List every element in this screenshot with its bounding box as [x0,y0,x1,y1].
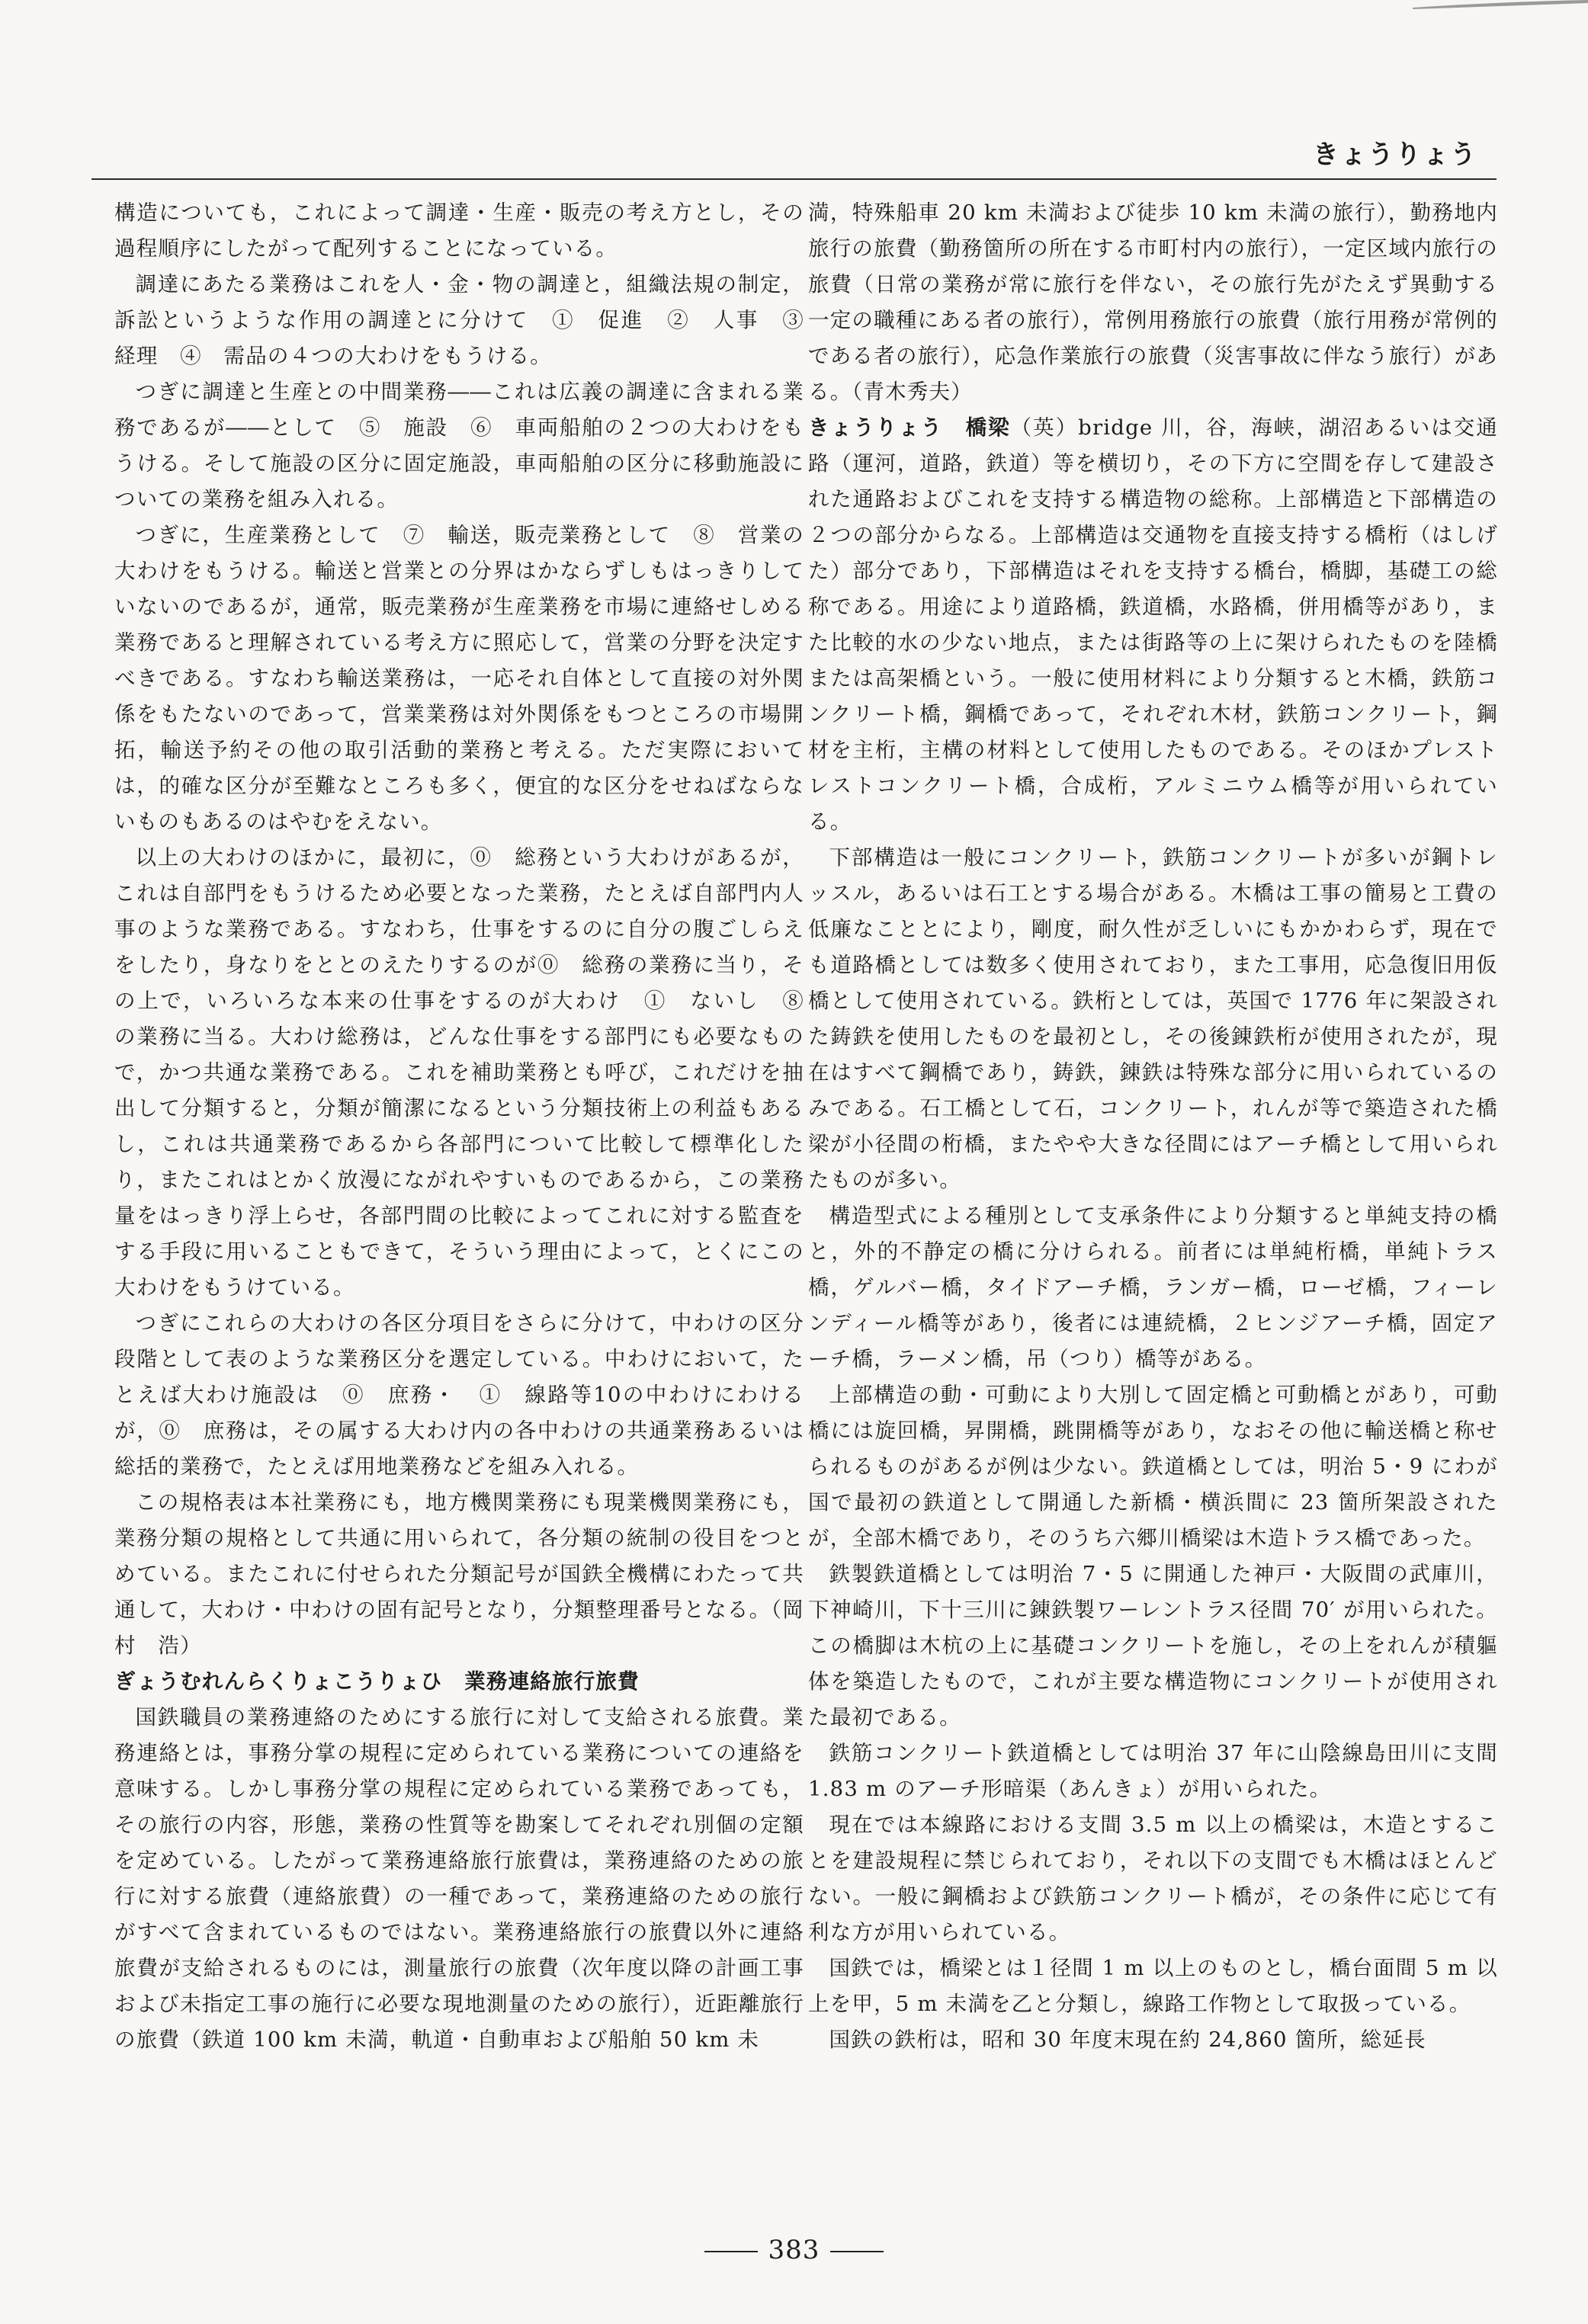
paragraph: 上部構造の動・可動により大別して固定橋と可動橋とがあり，可動橋には旋回橋，昇開橋，跳開橋等があり，なおその他に輸送橋と称せられるものがあるが例は少ない。鉄道橋としては，明治 5・9 にわが国で最初の鉄道として開通した新橋・横浜間に 23 箇所架設されたが，全部木橋であり，そのうち六郷川橋梁は木造トラス橋であった。 [808,1383,1498,1550]
page-number-dash-left [704,2251,758,2252]
paragraph: 国鉄では，橋梁とは１径間 1 m 以上のものとし，橋台面間 5 m 以上を甲，5 m 未満を乙と分類し，線路工作物として取扱っている。 [808,1956,1498,2016]
entry-headword: ぎょうむれんらくりょこうりょひ 業務連絡旅行旅費 [114,1669,640,1694]
header-rule [91,178,1497,180]
page-number-dash-right [830,2251,884,2252]
paragraph: 構造型式による種別として支承条件により分類すると単純支持の橋と，外的不静定の橋に分けられる。前者には単純桁橋，単純トラス橋，ゲルバー橋，タイドアーチ橋，ランガー橋，ローゼ橋，フィーレンディール橋等があり，後者には連続橋，２ヒンジアーチ橋，固定アーチ橋，ラーメン橋，吊（つり）橋等がある。 [808,1204,1498,1371]
paragraph: 満，特殊船車 20 km 未満および徒歩 10 km 未満の旅行），勤務地内旅行の旅費（勤務箇所の所在する市町村内の旅行），一定区域内旅行の旅費（日常の業務が常に旅行を伴ない，その旅行先がたえず異動する一定の職種にある者の旅行），常例用務旅行の旅費（旅行用務が常例的である者の旅行），応急作業旅行の旅費（災害事故に伴なう旅行）がある。（青木秀夫） [808,200,1498,404]
paragraph: 現在では本線路における支間 3.5 m 以上の橋梁は，木造とすることを建設規程に禁じられており，それ以下の支間でも木橋はほとんどない。一般に鋼橋および鉄筋コンクリート橋が，その条件に応じて有利な方が用いられている。 [808,1813,1498,1944]
page-number [0,2235,1588,2265]
paragraph: 構造についても，これによって調達・生産・販売の考え方とし，その過程順序にしたがって配列することになっている。 [114,200,804,261]
entry-headword: きょうりょう 橋梁 [808,415,1011,440]
left-column [114,195,804,2172]
paragraph: つぎに，生産業務として ⑦ 輸送，販売業務として ⑧ 営業の大わけをもうける。輸送と営業との分界はかならずしもはっきりしていないのであるが，通常，販売業務が生産業務を市場に連絡せしめる業務であると理解されている考え方に照応して，営業の分野を決定すべきである。すなわち輸送業務は，一応それ自体として直接の対外関係をもたないのであって，営業業務は対外関係をもつところの市場開拓，輸送予約その他の取引活動的業務と考える。ただ実際においては，的確な区分が至難なところも多く，便宜的な区分をせねばならないものもあるのはやむをえない。 [114,523,804,834]
paragraph: 以上の大わけのほかに，最初に，⓪ 総務という大わけがあるが，これは自部門をもうけるため必要となった業務，たとえば自部門内人事のような業務である。すなわち，仕事をするのに自分の腹ごしらえをしたり，身なりをととのえたりするのが⓪ 総務の業務に当り，その上で，いろいろな本来の仕事をするのが大わけ ① ないし ⑧ の業務に当る。大わけ総務は，どんな仕事をする部門にも必要なもので，かつ共通な業務である。これを補助業務とも呼び，これだけを抽出して分類すると，分類が簡潔になるという分類技術上の利益もあるし，これは共通業務であるから各部門について比較して標準化したり，またこれはとかく放漫にながれやすいものであるから，この業務量をはっきり浮上らせ，各部門間の比較によってこれに対する監査をする手段に用いることもできて，そういう理由によって，とくにこの大わけをもうけている。 [114,845,804,1300]
scan-edge-mark [1413,0,1588,11]
page-number-text: 383 [768,2235,820,2265]
entry-kyoryo [808,410,1498,840]
paragraph: つぎに調達と生産との中間業務――これは広義の調達に含まれる業務であるが――として ⑤ 施設 ⑥ 車両船舶の２つの大わけをもうける。そして施設の区分に固定施設，車両船舶の区分に移動施設についての業務を組み入れる。 [114,380,804,511]
right-column [808,195,1498,2172]
paragraph: 下部構造は一般にコンクリート，鉄筋コンクリートが多いが鋼トレッスル，あるいは石工とする場合がある。木橋は工事の簡易と工費の低廉なこととにより，剛度，耐久性が乏しいにもかかわらず，現在でも道路橋としては数多く使用されており，また工事用，応急復旧用仮橋として使用されている。鉄桁としては，英国で 1776 年に架設された鋳鉄を使用したものを最初とし，その後錬鉄桁が使用されたが，現在はすべて鋼橋であり，鋳鉄，錬鉄は特殊な部分に用いられているのみである。石工橋として石，コンクリート，れんが等で築造された橋梁が小径間の桁橋，またやや大きな径間にはアーチ橋として用いられたものが多い。 [808,845,1498,1192]
paragraph: 国鉄の鉄桁は，昭和 30 年度末現在約 24,860 箇所，総延長 [829,2027,1426,2052]
paragraph: 鉄筋コンクリート鉄道橋としては明治 37 年に山陰線島田川に支間 1.83 m のアーチ形暗渠（あんきょ）が用いられた。 [808,1741,1498,1801]
running-head: きょうりょう [1313,139,1477,170]
paragraph: 鉄製鉄道橋としては明治 7・5 に開通した神戸・大阪間の武庫川，下神崎川，下十三川に錬鉄製ワーレントラス径間 70′ が用いられた。この橋脚は木杭の上に基礎コンクリートを施し，その上をれんが積軀体を築造したもので，これが主要な構造物にコンクリートが使用された最初である。 [808,1562,1498,1729]
entry-body-gyomu: 国鉄職員の業務連絡のためにする旅行に対して支給される旅費。業務連絡とは，事務分掌の規程に定められている業務についての連絡を意味する。しかし事務分掌の規程に定められている業務であっても，その旅行の内容，形態，業務の性質等を勘案してそれぞれ別個の定額を定めている。したがって業務連絡旅行旅費は，業務連絡のための旅行に対する旅費（連絡旅費）の一種であって，業務連絡のための旅行がすべて含まれているものではない。業務連絡旅行の旅費以外に連絡旅費が支給されるものには，測量旅行の旅費（次年度以降の計画工事および未指定工事の施行に必要な現地測量のための旅行），近距離旅行の旅費（鉄道 100 km 未満，軌道・自動車および船舶 50 km 未 [114,1705,804,2052]
paragraph: この規格表は本社業務にも，地方機関業務にも現業機関業務にも，業務分類の規格として共通に用いられて，各分類の統制の役目をつとめている。またこれに付せられた分類記号が国鉄全機構にわたって共通して，大わけ・中わけの固有記号となり，分類整理番号となる。（岡村 浩） [114,1490,804,1658]
entry-body-kyoryo: （英）bridge 川，谷，海峡，湖沼あるいは交通路（運河，道路，鉄道）等を横切り，その下方に空間を存して建設された通路およびこれを支持する構造物の総称。上部構造と下部構造の２つの部分からなる。上部構造は交通物を直接支持する橋桁（はしげた）部分であり，下部構造はそれを支持する橋台，橋脚，基礎工の総称である。用途により道路橋，鉄道橋，水路橋，併用橋等があり，また比較的水の少ない地点，または街路等の上に架けられたものを陸橋または高架橋という。一般に使用材料により分類すると木橋，鉄筋コンクリート橋，鋼橋であって，それぞれ木材，鉄筋コンクリート，鋼材を主桁，主構の材料として使用したものである。そのほかプレストレストコンクリート橋，合成桁，アルミニウム橋等が用いられている。 [808,415,1498,834]
entry-heading-gyomu [114,1664,804,1700]
paragraph: 調達にあたる業務はこれを人・金・物の調達と，組織法規の制定，訴訟というような作用の調達とに分けて ① 促進 ② 人事 ③ 経理 ④ 需品の４つの大わけをもうける。 [114,272,804,368]
paragraph: つぎにこれらの大わけの各区分項目をさらに分けて，中わけの区分段階として表のような業務区分を選定している。中わけにおいて，たとえば大わけ施設は ⓪ 庶務・ ① 線路等10の中わけにわけるが，⓪ 庶務は，その属する大わけ内の各中わけの共通業務あるいは総括的業務で，たとえば用地業務などを組み入れる。 [114,1311,804,1479]
